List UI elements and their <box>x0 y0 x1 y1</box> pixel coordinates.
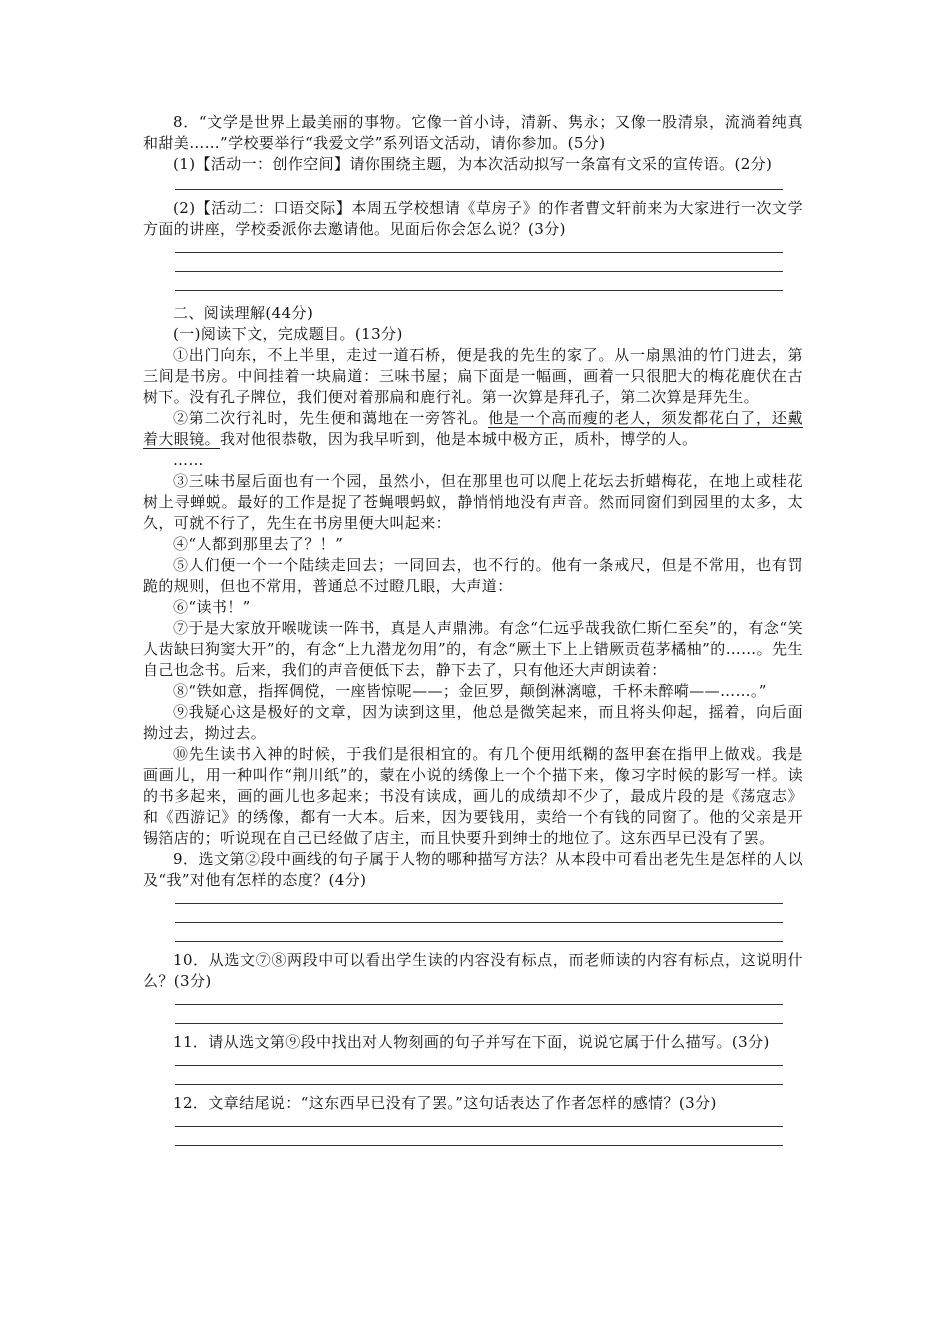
section-2-subtitle: (一)阅读下文，完成题目。(13分) <box>173 325 403 343</box>
paragraph-2-end: 我对他很恭敬，因为我早听到，他是本城中极方正，质朴，博学的人。 <box>220 430 698 448</box>
worksheet-page <box>143 112 803 1154</box>
answer-area-10[interactable] <box>143 992 803 1032</box>
answer-area-9[interactable] <box>143 891 803 950</box>
answer-line[interactable] <box>175 1126 783 1127</box>
question-8-stem: 8．“文学是世界上最美丽的事物。它像一首小诗，清新、隽永；又像一股清泉，流淌着纯真和甜美……”学校要举行“我爱文学”系列语文活动，请你参加。(5分) <box>143 113 803 152</box>
question-12: 12．文章结尾说：“这东西早已没有了罢。”这句话表达了作者怎样的感情？(3分) <box>173 1094 717 1112</box>
answer-line[interactable] <box>175 252 783 253</box>
question-11: 11．请从选文第⑨段中找出对人物刻画的句子并写在下面，说说它属于什么描写。(3分) <box>173 1033 770 1051</box>
answer-line[interactable] <box>175 941 783 942</box>
passage-ellipsis: …… <box>173 451 204 469</box>
underlined-sentence: 他是一个高而瘦的老人，须发都花白了，还戴着大眼镜。 <box>143 409 803 448</box>
answer-area-11[interactable] <box>143 1053 803 1093</box>
answer-line[interactable] <box>175 290 783 291</box>
answer-area-12[interactable] <box>143 1114 803 1154</box>
section-2-title: 二、阅读理解(44分) <box>173 304 314 322</box>
answer-line[interactable] <box>175 1065 783 1066</box>
question-10: 10．从选文⑦⑧两段中可以看出学生读的内容没有标点，而老师读的内容有标点，这说明什么？(3分) <box>143 951 803 990</box>
passage-paragraph-8: ⑧“铁如意，指挥倜傥，一座皆惊呢——；金叵罗，颠倒淋漓噫，千杯未醉嗬——……。” <box>173 682 767 700</box>
question-8-part-2: (2)【活动二：口语交际】本周五学校想请《草房子》的作者曹文轩前来为大家进行一次文学方面的讲座，学校委派你去邀请他。见面后你会怎么说？(3分) <box>143 199 803 238</box>
passage-paragraph-6: ⑥“读书！” <box>173 598 251 616</box>
question-8-part-1: (1)【活动一：创作空间】请你围绕主题，为本次活动拟写一条富有文采的宣传语。(2分) <box>173 155 773 173</box>
answer-line[interactable] <box>175 1084 783 1085</box>
passage-paragraph-3: ③三味书屋后面也有一个园，虽然小，但在那里也可以爬上花坛去折蜡梅花，在地上或桂花树上寻蝉蜕。最好的工作是捉了苍蝇喂蚂蚁，静悄悄地没有声音。然而同窗们到园里的太多，太久，可就不行了，先生在书房里便大叫起来： <box>143 472 803 532</box>
passage-paragraph-1: ①出门向东，不上半里，走过一道石桥，便是我的先生的家了。从一扇黑油的竹门进去，第三间是书房。中间挂着一块扁道：三味书屋；扁下面是一幅画，画着一只很肥大的梅花鹿伏在古树下。没有孔子牌位，我们便对着那扁和鹿行礼。第一次算是拜孔子，第二次算是拜先生。 <box>143 346 803 406</box>
answer-line[interactable] <box>175 903 783 904</box>
answer-area-8-2[interactable] <box>143 240 803 299</box>
answer-line[interactable] <box>175 1023 783 1024</box>
paragraph-2-start: ②第二次行礼时，先生便和蔼地在一旁答礼。 <box>173 409 489 427</box>
passage-paragraph-2 <box>143 408 803 450</box>
answer-line[interactable] <box>175 271 783 272</box>
question-9: 9．选文第②段中画线的句子属于人物的哪种描写方法？从本段中可看出老先生是怎样的人以及“我”对他有怎样的态度？(4分) <box>143 850 803 889</box>
answer-line[interactable] <box>175 1145 783 1146</box>
answer-area-8-1[interactable] <box>143 175 803 198</box>
passage-paragraph-4: ④“人都到那里去了？！” <box>173 535 344 553</box>
passage-paragraph-10: ⑩先生读书入神的时候，于我们是很相宜的。有几个便用纸糊的盔甲套在指甲上做戏。我是画画儿，用一种叫作“荆川纸”的，蒙在小说的绣像上一个个描下来，像习字时候的影写一样。读的书多起来，画的画儿也多起来；书没有读成，画儿的成绩却不少了，最成片段的是《荡寇志》和《西游记》的绣像，都有一大本。后来，因为要钱用，卖给一个有钱的同窗了。他的父亲是开锡箔店的；听说现在自己已经做了店主，而且快要升到绅士的地位了。这东西早已没有了罢。 <box>143 745 803 847</box>
passage-paragraph-5: ⑤人们便一个一个陆续走回去；一同回去，也不行的。他有一条戒尺，但是不常用，也有罚跪的规则，但也不常用，普通总不过瞪几眼，大声道： <box>143 556 803 595</box>
passage-paragraph-9: ⑨我疑心这是极好的文章，因为读到这里，他总是微笑起来，而且将头仰起，摇着，向后面拗过去，拗过去。 <box>143 703 803 742</box>
passage-paragraph-7: ⑦于是大家放开喉咙读一阵书，真是人声鼎沸。有念“仁远乎哉我欲仁斯仁至矣”的，有念“笑人齿缺曰狗窦大开”的，有念“上九潜龙勿用”的，有念“厥土下上上错厥贡苞茅橘柚”的……。先生自己也念书。后来，我们的声音便低下去，静下去了，只有他还大声朗读着： <box>143 619 803 679</box>
answer-line[interactable] <box>175 189 783 190</box>
answer-line[interactable] <box>175 1004 783 1005</box>
answer-line[interactable] <box>175 922 783 923</box>
